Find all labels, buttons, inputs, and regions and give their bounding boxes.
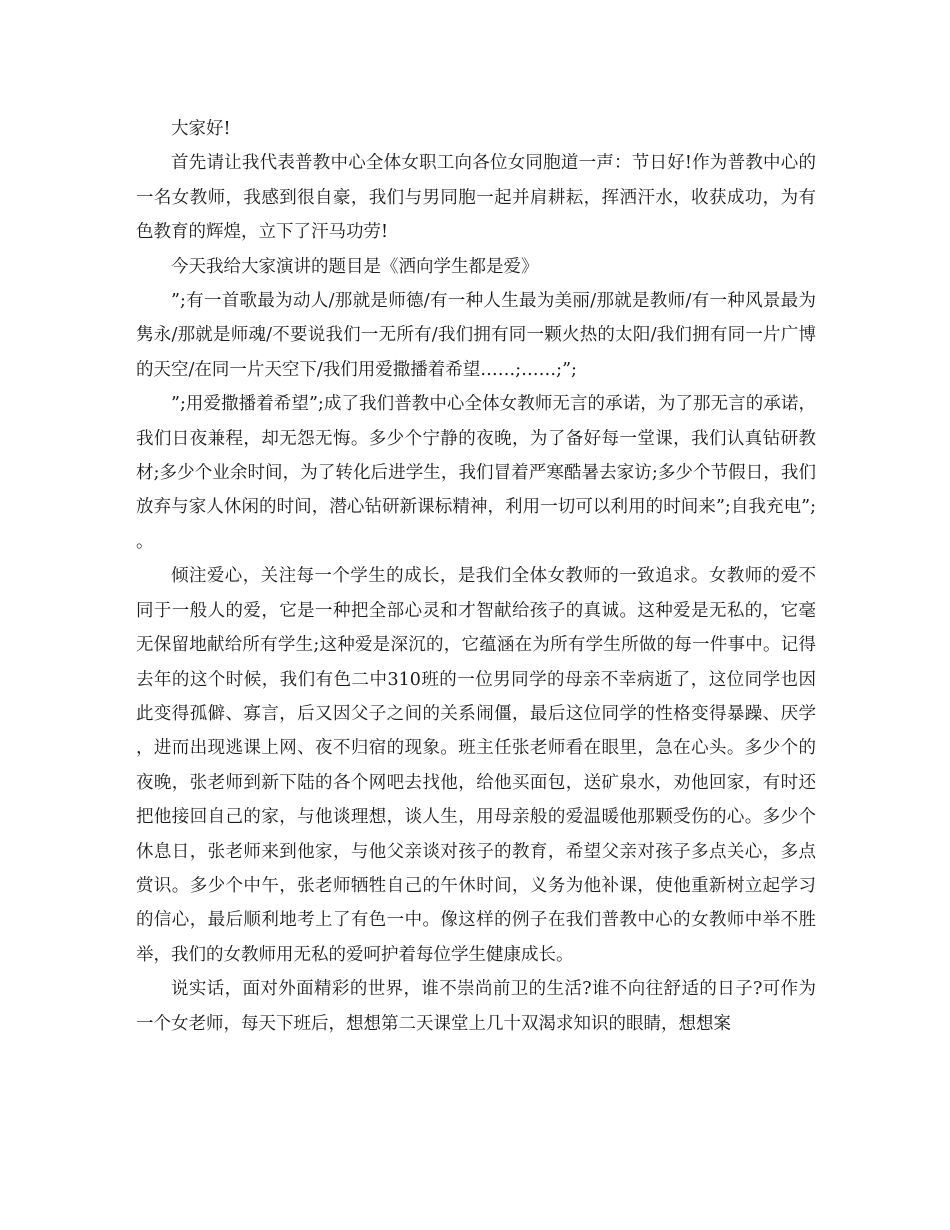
paragraph-reflection: 说实话，面对外面精彩的世界，谁不崇尚前卫的生活?谁不向往舒适的日子?可作为一个女老师，每天下班后，想想第二天课堂上几十双渴求知识的眼睛，想想案 (136, 979, 816, 1034)
paragraph-title: 今天我给大家演讲的题目是《洒向学生都是爱》 (171, 256, 539, 277)
paragraph-opening: 首先请让我代表普教中心全体女职工向各位女同胞道一声：节日好!作为普教中心的一名女教师，我感到很自豪，我们与男同胞一起并肩耕耘，挥洒汗水，收获成功，为有色教育的辉煌，立下了汗马功劳! (136, 153, 816, 243)
document-body (136, 112, 816, 1041)
paragraph-greeting: 大家好! (171, 119, 231, 139)
paragraph-love: 倾注爱心，关注每一个学生的成长，是我们全体女教师的一致追求。女教师的爱不同于一般人的爱，它是一种把全部心灵和才智献给孩子的真诚。这种爱是无私的，它毫无保留地献给所有学生;这种爱是深沉的，它蕴涵在为所有学生所做的每一件事中。记得去年的这个时候，我们有色二中310班的一位男同学的母亲不幸病逝了，这位同学也因此变得孤僻、寡言，后又因父子之间的关系闹僵，最后这位同学的性格变得暴躁、厌学，进而出现逃课上网、夜不归宿的现象。班主任张老师看在眼里，急在心头。多少个的夜晚，张老师到新下陆的各个网吧去找他，给他买面包，送矿泉水，劝他回家，有时还把他接回自己的家，与他谈理想，谈人生，用母亲般的爱温暖他那颗受伤的心。多少个休息日，张老师来到他家，与他父亲谈对孩子的教育，希望父亲对孩子多点关心，多点赏识。多少个中午，张老师牺牲自己的午休时间，义务为他补课，使他重新树立起学习的信心，最后顺利地考上了有色一中。像这样的例子在我们普教中心的女教师中举不胜举，我们的女教师用无私的爱呵护着每位学生健康成长。 (136, 566, 816, 965)
paragraph-poem: ”;有一首歌最为动人/那就是师德/有一种人生最为美丽/那就是教师/有一种风景最为隽永/那就是师魂/不要说我们一无所有/我们拥有同一颗火热的太阳/我们拥有同一片广博的天空/在同一片天空下/我们用爱撒播着希望……;……;”; (136, 291, 816, 380)
paragraph-promise: ”;用爱撒播着希望”;成了我们普教中心全体女教师无言的承诺，为了那无言的承诺，我们日夜兼程，却无怨无悔。多少个宁静的夜晚，为了备好每一堂课，我们认真钻研教材;多少个业余时间，为了转化后进学生，我们冒着严寒酷暑去家访;多少个节假日，我们放弃与家人休闲的时间，潜心钻研新课标精神，利用一切可以利用的时间来”;自我充电”;。 (136, 394, 816, 552)
